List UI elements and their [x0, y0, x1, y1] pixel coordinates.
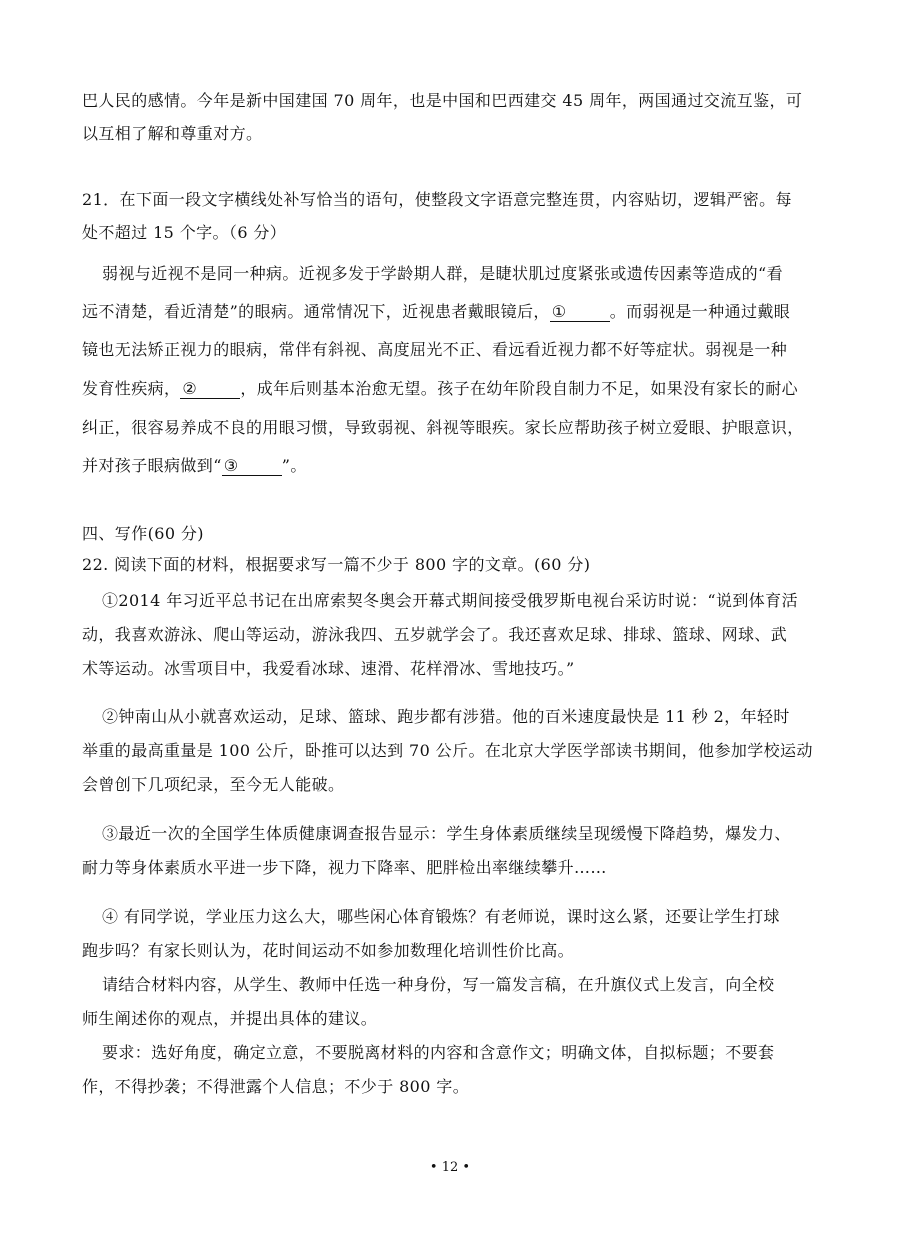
material-2-line-1: ②钟南山从小就喜欢运动，足球、篮球、跑步都有涉猎。他的百米速度最快是 11 秒 2，年轻时: [102, 707, 790, 726]
q21-para-line-4-b: ，成年后则基本治愈无望。孩子在幼年阶段自制力不足，如果没有家长的耐心: [240, 379, 799, 398]
blank-1: ①: [550, 303, 610, 322]
blank-3: ③: [222, 457, 282, 476]
q21-para-line-2: [82, 302, 790, 322]
q21-para-line-6-b: ”。: [281, 456, 307, 475]
material-2-line-2: 举重的最高重量是 100 公斤，卧推可以达到 70 公斤。在北京大学医学部读书期间，他参加学校运动: [82, 741, 813, 760]
q21-para-line-3: 镜也无法矫正视力的眼病，常伴有斜视、高度屈光不正、看远看近视力都不好等症状。弱视是一种: [82, 340, 788, 359]
top-para-line-2: 以互相了解和尊重对方。: [82, 124, 263, 143]
q21-para-line-4-a: 发育性疾病，: [82, 379, 181, 398]
material-4-line-2: 跑步吗？有家长则认为，花时间运动不如参加数理化培训性价比高。: [82, 941, 575, 960]
requirement-line-2: 作，不得抄袭；不得泄露个人信息；不少于 800 字。: [82, 1077, 470, 1096]
material-2-line-3: 会曾创下几项纪录，至今无人能破。: [82, 775, 345, 794]
q21-para-line-6-a: 并对孩子眼病做到“: [82, 456, 222, 475]
q21-para-line-6: [82, 456, 307, 476]
q21-title-line-1: 21．在下面一段文字横线处补写恰当的语句，使整段文字语意完整连贯，内容贴切，逻辑严密。每: [82, 190, 792, 209]
section-4-header: 四、写作(60 分): [82, 524, 204, 543]
q21-para-line-4: [82, 379, 798, 399]
material-4-line-1: ④ 有同学说，学业压力这么大，哪些闲心体育锻炼？有老师说，课时这么紧，还要让学生打球: [102, 907, 780, 926]
q21-para-line-2-a: 远不清楚，看近清楚”的眼病。通常情况下，近视患者戴眼镜后，: [82, 302, 550, 321]
material-3-line-1: ③最近一次的全国学生体质健康调查报告显示：学生身体素质继续呈现缓慢下降趋势，爆发力、: [102, 824, 791, 843]
q21-para-line-2-b: 。而弱视是一种通过戴眼: [609, 302, 791, 321]
blank-2: ②: [180, 380, 240, 399]
page-number: • 12 •: [429, 1160, 471, 1175]
task-line-1: 请结合材料内容，从学生、教师中任选一种身份，写一篇发言稿，在升旗仪式上发言，向全校: [102, 975, 775, 994]
material-1-line-2: 动，我喜欢游泳、爬山等运动，游泳我四、五岁就学会了。我还喜欢足球、排球、篮球、网球、武: [82, 625, 788, 644]
q21-title-line-2: 处不超过 15 个字。（6 分）: [82, 223, 287, 242]
q21-para-line-1: 弱视与近视不是同一种病。近视多发于学龄期人群，是睫状肌过度紧张或遗传因素等造成的“看: [102, 264, 783, 283]
material-1-line-3: 术等运动。冰雪项目中，我爱看冰球、速滑、花样滑冰、雪地技巧。”: [82, 659, 575, 678]
q22-title: 22. 阅读下面的材料，根据要求写一篇不少于 800 字的文章。(60 分): [82, 555, 591, 574]
material-1-line-1: ①2014 年习近平总书记在出席索契冬奥会开幕式期间接受俄罗斯电视台采访时说：“说到体育活: [102, 591, 798, 610]
material-3-line-2: 耐力等身体素质水平进一步下降，视力下降率、肥胖检出率继续攀升……: [82, 858, 607, 877]
task-line-2: 师生阐述你的观点，并提出具体的建议。: [82, 1009, 378, 1028]
top-para-line-1: 巴人民的感情。今年是新中国建国 70 周年，也是中国和巴西建交 45 周年，两国通过交流互鉴，可: [82, 91, 803, 110]
requirement-line-1: 要求：选好角度，确定立意，不要脱离材料的内容和含意作文；明确文体，自拟标题；不要套: [102, 1043, 775, 1062]
q21-para-line-5: 纠正，很容易养成不良的用眼习惯，导致弱视、斜视等眼疾。家长应帮助孩子树立爱眼、护眼意识，: [82, 418, 804, 437]
